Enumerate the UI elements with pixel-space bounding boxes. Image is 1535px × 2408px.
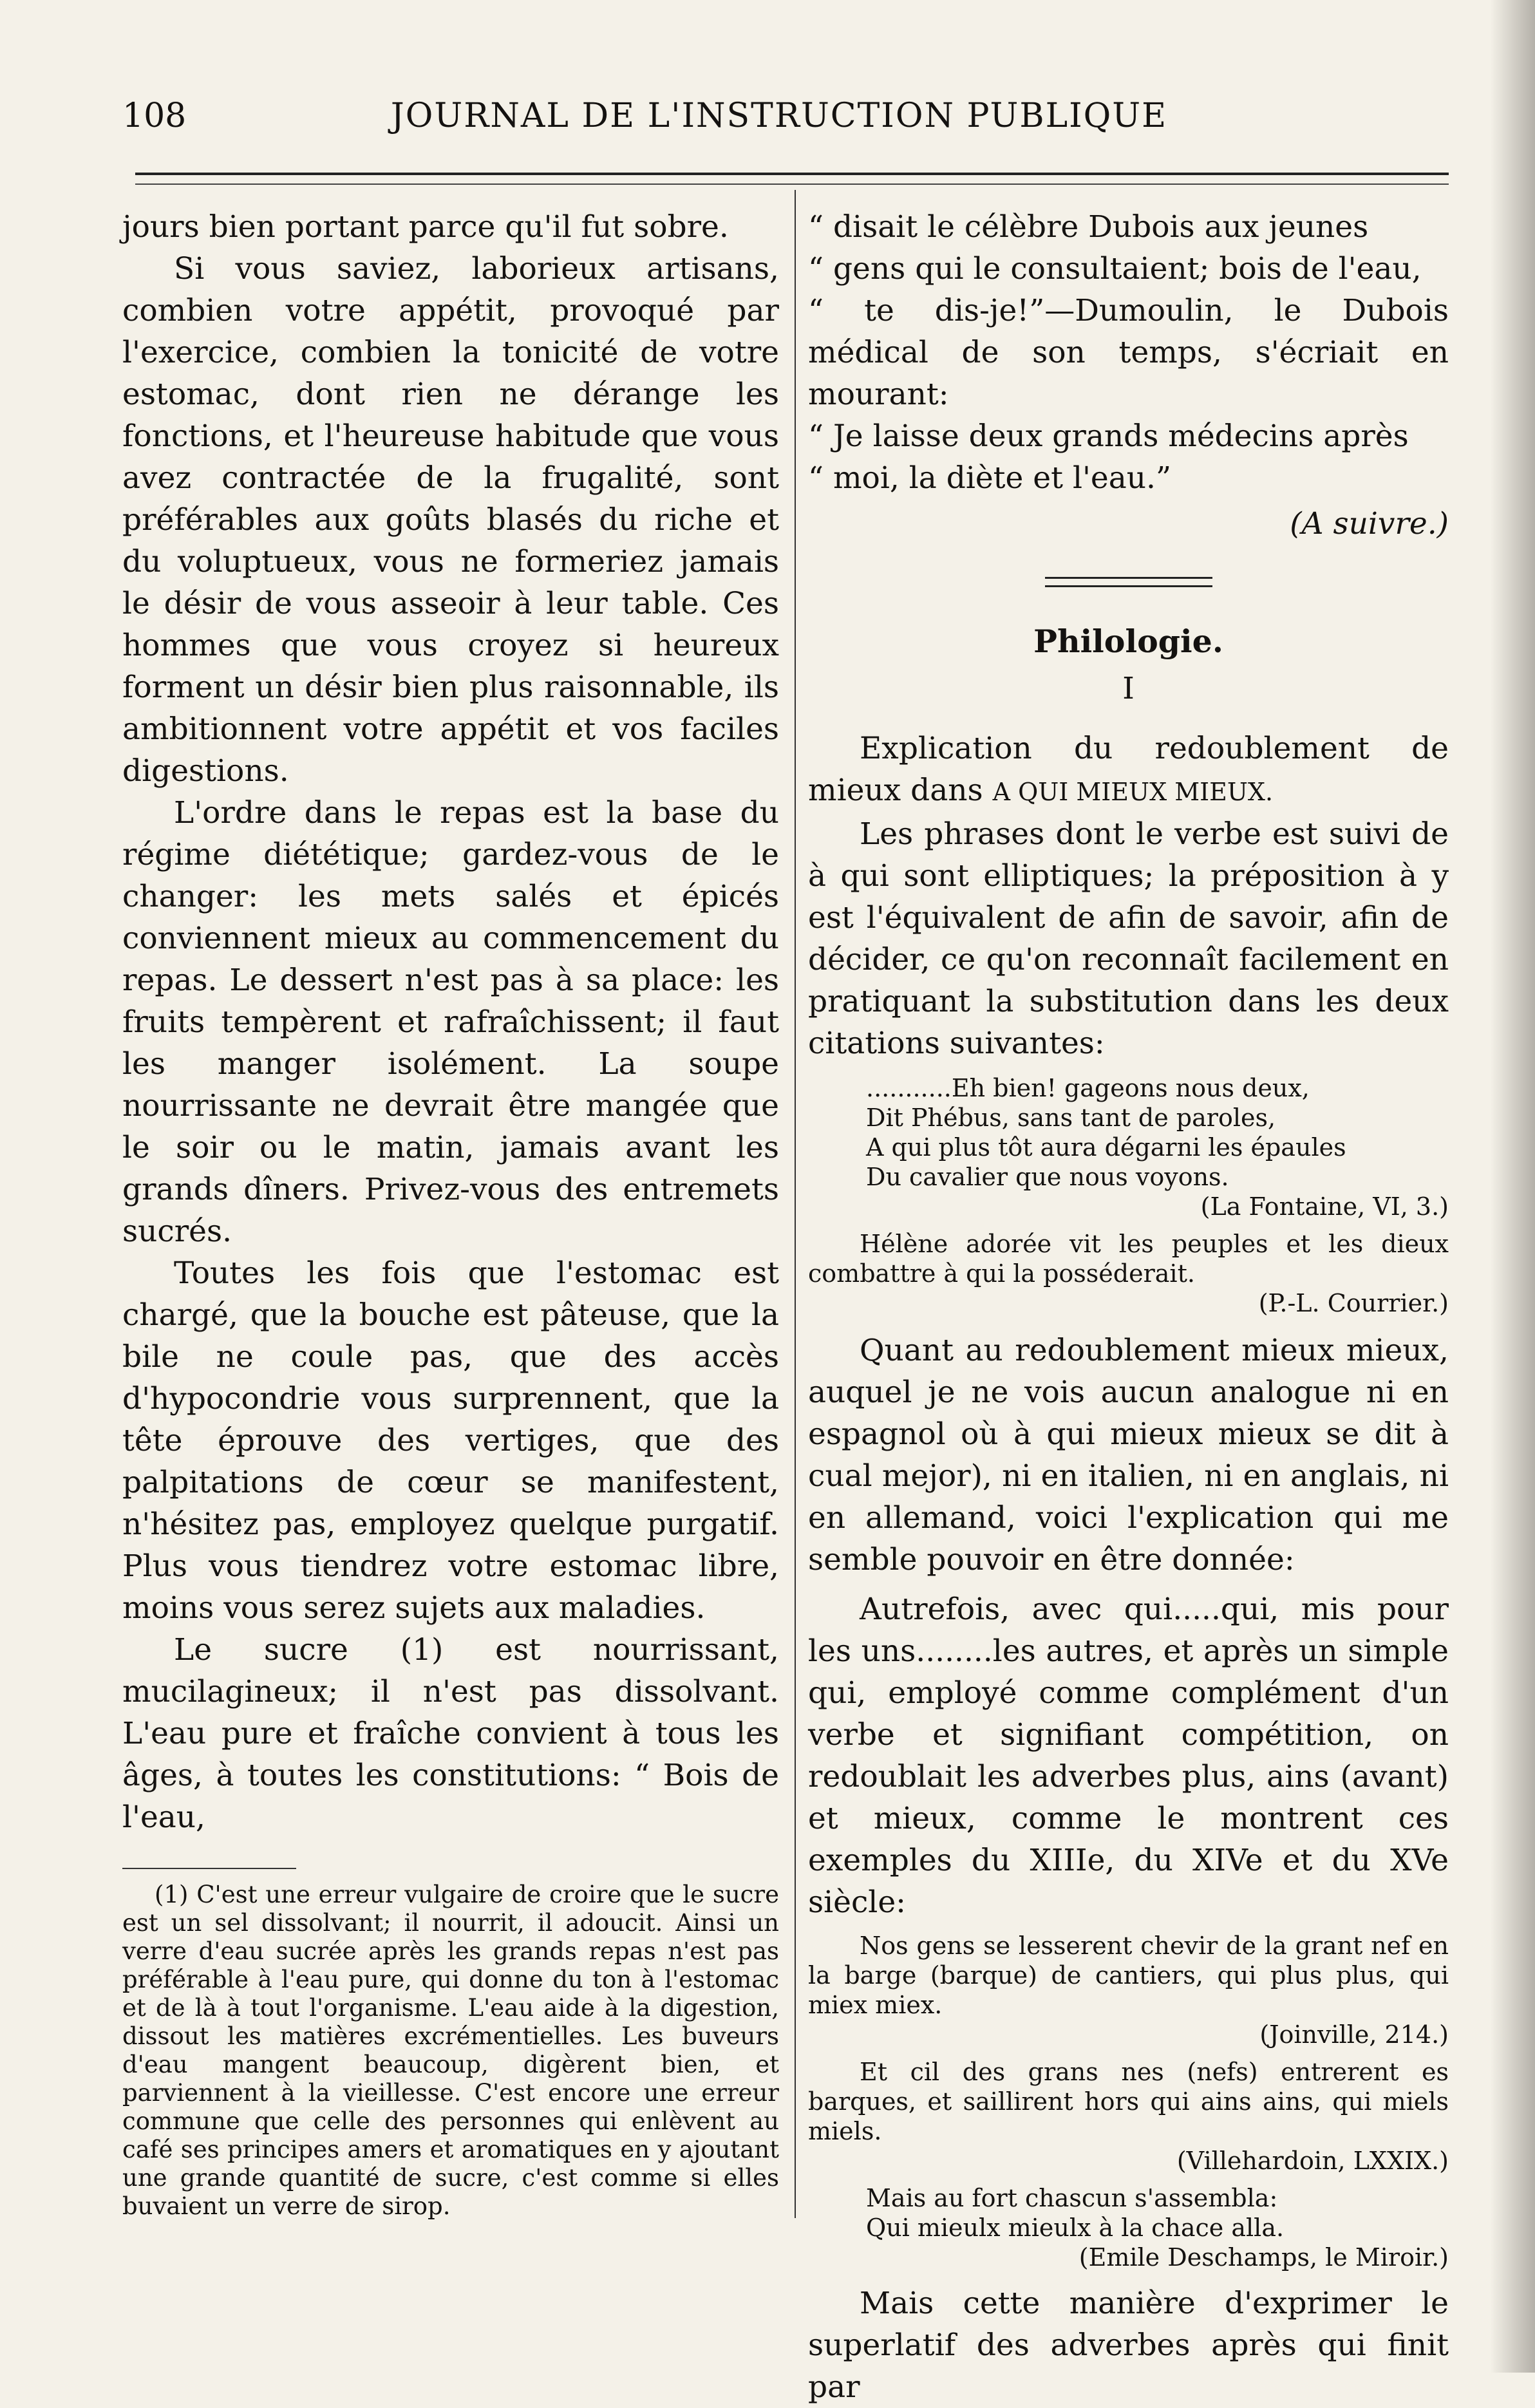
paragraph: Quant au redoublement mieux mieux, auquel je ne vois aucun analogue ni en espagnol où à qui mieux mieux se dit à cual mejor), ni en italien, ni en anglais, ni en allemand, voici l'explication qui me semble pouvoir en être donnée: [808,1333,1449,1577]
citation-source: (Joinville, 214.) [1259,2020,1449,2049]
page-header [122,90,1436,148]
paragraph: Mais cette manière d'exprimer le superlatif des adverbes après qui finit par [808,2286,1449,2405]
quote-line: “ moi, la diète et l'eau.” [808,460,1171,496]
quote-line: “ disait le célèbre Dubois aux jeunes [808,209,1369,245]
verse-line: Du cavalier que nous voyons. [866,1163,1229,1191]
quote-line: “ te dis-je!”—Dumoulin, le Dubois médical de son temps, s'écriait en mourant: [808,293,1449,412]
lead: Explication du redoublement de mieux dans [808,731,1449,808]
paragraph: Le sucre (1) est nourrissant, mucilagineux; il n'est pas dissolvant. L'eau pure et fraîche convient à tous les âges, à toutes les constitutions: “ Bois de l'eau, [122,1632,779,1835]
paragraph: Toutes les fois que l'estomac est chargé, que la bouche est pâteuse, que la bile ne coule pas, que des accès d'hypocondrie vous surprennent, que la tête éprouve des vertiges, que des palpitations de cœur se manifestent, n'hésitez pas, employez quelque purgatif. Plus vous tiendrez votre estomac libre, moins vous serez sujets aux maladies. [122,1256,779,1626]
paragraph: L'ordre dans le repas est la base du régime diététique; gardez-vous de le changer: les mets salés et épicés conviennent mieux au commencement du repas. Le dessert n'est pas à sa place: les fruits tempèrent et rafraîchissent; il faut les manger isolément. La soupe nourrissante ne devrait être mangée que le soir ou le matin, jamais avant les grands dîners. Privez-vous des entremets sucrés. [122,795,779,1249]
footnote: (1) C'est une erreur vulgaire de croire que le sucre est un sel dissolvant; il nourrit, il adoucit. Ainsi un verre d'eau sucrée après les grands repas n'est pas préférable à l'eau pure, qui donne du ton à l'estomac et de là à tout l'organisme. L'eau aide à la digestion, dissout les matières excrémentielles. Les buveurs d'eau mangent beaucoup, digèrent bien, et parviennent à la vieillesse. C'est encore une erreur commune que celle des personnes qui enlèvent au café ses principes amers et aromatiques en y ajoutant une grande quantité de sucre, c'est comme si elles buvaient un verre de sirop. [122,1881,779,2220]
paragraph: Si vous saviez, laborieux artisans, combien votre appétit, provoqué par l'exercice, combien la tonicité de votre estomac, dont rien ne dérange les fonctions, et l'heureuse habitude que vous avez contractée de la frugalité, sont préférables aux goûts blasés du riche et du voluptueux, vous ne formeriez jamais le désir de vous asseoir à leur table. Ces hommes que vous croyez si heureux forment un désir bien plus raisonnable, ils ambitionnent votre appétit et vos faciles digestions. [122,251,779,789]
left-column [122,206,779,2221]
quote-line: “ Je laisse deux grands médecins après [808,419,1409,454]
citation: Et cil des grans nes (nefs) entrerent es barques, et saillirent hors qui ains ains, qui miels miels. [808,2058,1449,2145]
citation-source: (P.-L. Courrier.) [1258,1289,1449,1317]
to-follow: (A suivre.) [1290,506,1449,541]
verse-line: Mais au fort chascun s'assembla: [866,2184,1278,2212]
paragraph: jours bien portant parce qu'il fut sobre. [122,209,729,245]
header-rule-thin [135,183,1449,185]
paragraph: Les phrases dont le verbe est suivi de à qui sont elliptiques; la préposition à y est l'équivalent de afin de savoir, afin de décider, ce qu'on reconnaît facilement en pratiquant la substitution dans les deux citations suivantes: [808,816,1449,1061]
verse-line: Dit Phébus, sans tant de paroles, [866,1104,1276,1132]
page-edge-shadow [1490,0,1535,2373]
page-number: 108 [122,97,187,135]
column-divider [795,190,796,2218]
lead-text [808,728,1449,813]
header-rule [135,173,1449,175]
lead-caps: A QUI MIEUX MIEUX. [992,778,1274,806]
footnote-rule [122,1868,296,1869]
running-title: JOURNAL DE L'INSTRUCTION PUBLIQUE [390,97,1168,135]
section-number: I [1122,671,1135,706]
quote-line: “ gens qui le consultaient; bois de l'eau, [808,251,1422,287]
verse-line: Qui mieulx mieulx à la chace alla. [866,2214,1285,2242]
right-column [808,206,1449,2408]
section-separator [1045,577,1212,587]
citation-source: (La Fontaine, VI, 3.) [1200,1192,1449,1221]
citation-source: (Villehardoin, LXXIX.) [1176,2147,1449,2175]
verse-line: ...........Eh bien! gageons nous deux, [866,1074,1310,1102]
verse-line: A qui plus tôt aura dégarni les épaules [866,1133,1346,1162]
paragraph: Autrefois, avec qui.....qui, mis pour les uns........les autres, et après un simple qui, employé comme complément d'un verbe et signifiant compétition, on redoublait les adverbes plus, ains (avant) et mieux, comme le montrent ces exemples du XIIIe, du XIVe et du XVe siècle: [808,1592,1449,1920]
citation: Nos gens se lesserent chevir de la grant nef en la barge (barque) de cantiers, qui plus plus, qui miex miex. [808,1932,1449,2019]
section-title: Philologie. [1033,623,1223,660]
citation-source: (Emile Deschamps, le Miroir.) [1078,2243,1449,2272]
citation: Hélène adorée vit les peuples et les dieux combattre à qui la posséderait. [808,1230,1449,1288]
